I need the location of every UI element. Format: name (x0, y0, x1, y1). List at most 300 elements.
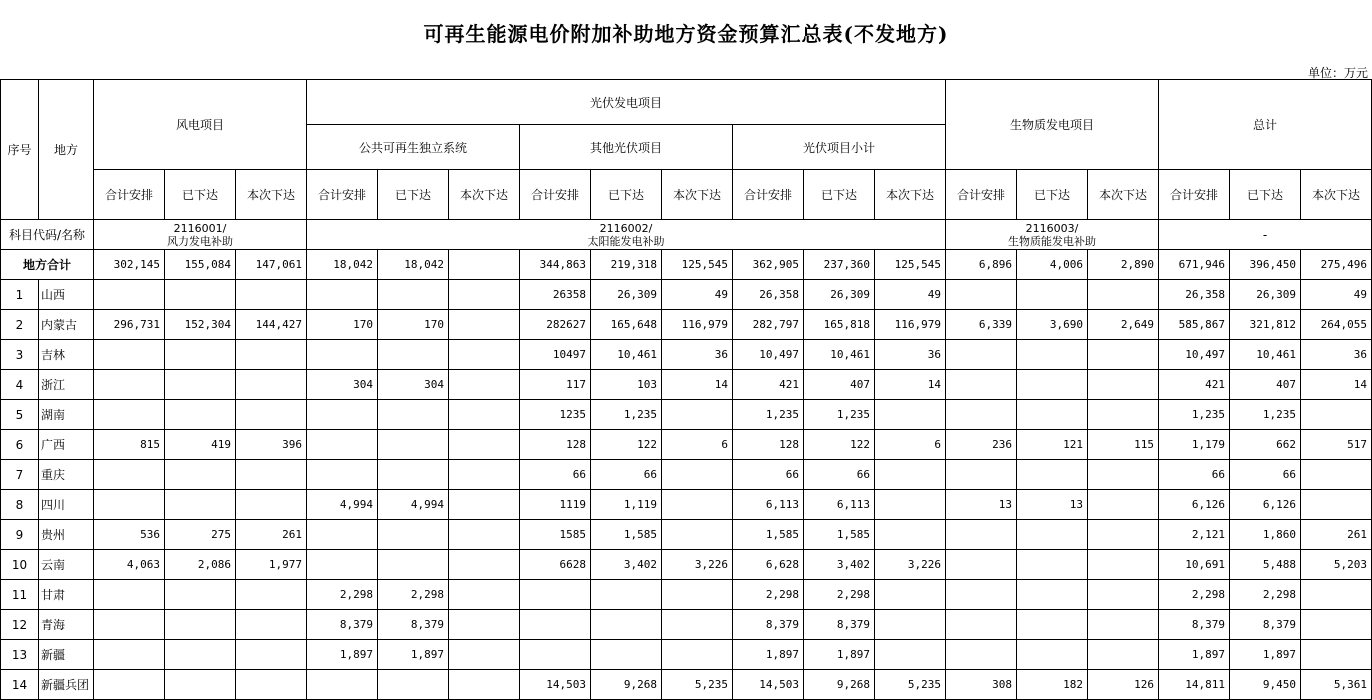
cell-value (378, 280, 449, 310)
row-seq: 12 (1, 610, 39, 640)
cell-value (94, 580, 165, 610)
cell-value (662, 610, 733, 640)
cell-value: 10497 (520, 340, 591, 370)
cell-value (1088, 280, 1159, 310)
cell-value (236, 400, 307, 430)
cell-value (662, 580, 733, 610)
cell-value: 36 (1301, 340, 1372, 370)
subheader-total: 合计安排 (1159, 170, 1230, 220)
cell-value: 165,818 (804, 310, 875, 340)
cell-value: 36 (662, 340, 733, 370)
cell-value (1301, 400, 1372, 430)
cell-value: 14,503 (520, 670, 591, 700)
cell-value (1017, 550, 1088, 580)
cell-value: 275,496 (1301, 250, 1372, 280)
cell-value: 2,649 (1088, 310, 1159, 340)
cell-value: 662 (1230, 430, 1301, 460)
cell-value: 5,235 (662, 670, 733, 700)
cell-value (165, 610, 236, 640)
cell-value (1088, 580, 1159, 610)
cell-value: 1,235 (804, 400, 875, 430)
cell-value (1088, 550, 1159, 580)
cell-value (236, 640, 307, 670)
cell-value (165, 460, 236, 490)
cell-value (307, 520, 378, 550)
cell-value: 26,309 (591, 280, 662, 310)
cell-value: 1,235 (1230, 400, 1301, 430)
cell-value: 5,488 (1230, 550, 1301, 580)
cell-value (449, 370, 520, 400)
cell-value (1088, 520, 1159, 550)
cell-value (1301, 610, 1372, 640)
cell-value (946, 640, 1017, 670)
cell-value (946, 400, 1017, 430)
cell-value (165, 490, 236, 520)
row-seq: 地方合计 (1, 250, 94, 280)
total-row (1, 250, 1372, 280)
cell-value (94, 370, 165, 400)
cell-value: 304 (378, 370, 449, 400)
cell-value: 3,226 (875, 550, 946, 580)
cell-value (449, 490, 520, 520)
cell-value (307, 430, 378, 460)
cell-value (1088, 490, 1159, 520)
cell-value (94, 460, 165, 490)
cell-value: 10,461 (804, 340, 875, 370)
cell-value (662, 460, 733, 490)
cell-value (1017, 610, 1088, 640)
cell-value (875, 400, 946, 430)
cell-value (1017, 640, 1088, 670)
cell-value (378, 340, 449, 370)
cell-value (946, 460, 1017, 490)
cell-value: 26358 (520, 280, 591, 310)
cell-value (875, 490, 946, 520)
cell-value: 10,461 (1230, 340, 1301, 370)
cell-value (449, 280, 520, 310)
cell-value: 296,731 (94, 310, 165, 340)
cell-value: 8,379 (804, 610, 875, 640)
cell-value (378, 460, 449, 490)
cell-value (1301, 490, 1372, 520)
cell-value (94, 610, 165, 640)
row-region: 新疆兵团 (39, 670, 94, 700)
cell-value: 3,402 (591, 550, 662, 580)
row-region: 吉林 (39, 340, 94, 370)
cell-value: 304 (307, 370, 378, 400)
subheader-total: 合计安排 (520, 170, 591, 220)
cell-value: 122 (804, 430, 875, 460)
cell-value: 4,994 (378, 490, 449, 520)
subject-total: - (1159, 220, 1372, 250)
cell-value (662, 640, 733, 670)
header-seq: 序号 (1, 80, 39, 220)
cell-value: 1,235 (733, 400, 804, 430)
cell-value: 1,897 (1230, 640, 1301, 670)
cell-value: 8,379 (378, 610, 449, 640)
cell-value: 2,298 (378, 580, 449, 610)
cell-value: 26,309 (804, 280, 875, 310)
cell-value: 2,298 (1230, 580, 1301, 610)
cell-value (236, 340, 307, 370)
subheader-this: 本次下达 (449, 170, 520, 220)
cell-value: 1,897 (733, 640, 804, 670)
budget-table (0, 79, 1372, 700)
row-region: 贵州 (39, 520, 94, 550)
subheader-this: 本次下达 (1301, 170, 1372, 220)
cell-value (946, 550, 1017, 580)
cell-value (378, 400, 449, 430)
table-row (1, 340, 1372, 370)
cell-value (662, 490, 733, 520)
cell-value (520, 610, 591, 640)
cell-value: 6,339 (946, 310, 1017, 340)
cell-value (165, 370, 236, 400)
row-region: 四川 (39, 490, 94, 520)
cell-value: 147,061 (236, 250, 307, 280)
cell-value: 344,863 (520, 250, 591, 280)
cell-value: 264,055 (1301, 310, 1372, 340)
cell-value: 396,450 (1230, 250, 1301, 280)
cell-value: 1,119 (591, 490, 662, 520)
cell-value: 237,360 (804, 250, 875, 280)
cell-value: 6,113 (733, 490, 804, 520)
cell-value: 170 (307, 310, 378, 340)
cell-value (449, 520, 520, 550)
subheader-total: 合计安排 (307, 170, 378, 220)
cell-value: 14,503 (733, 670, 804, 700)
cell-value (1088, 370, 1159, 400)
header-solar-other: 其他光伏项目 (520, 125, 733, 170)
cell-value (946, 580, 1017, 610)
cell-value (94, 670, 165, 700)
cell-value: 9,268 (804, 670, 875, 700)
cell-value (94, 640, 165, 670)
row-region: 山西 (39, 280, 94, 310)
cell-value: 419 (165, 430, 236, 460)
cell-value (1017, 400, 1088, 430)
cell-value (449, 340, 520, 370)
cell-value: 125,545 (662, 250, 733, 280)
row-seq: 8 (1, 490, 39, 520)
cell-value: 14 (1301, 370, 1372, 400)
cell-value (307, 340, 378, 370)
header-total: 总计 (1159, 80, 1372, 170)
table-row (1, 430, 1372, 460)
cell-value: 282627 (520, 310, 591, 340)
cell-value: 8,379 (1230, 610, 1301, 640)
subheader-total: 合计安排 (94, 170, 165, 220)
cell-value: 407 (1230, 370, 1301, 400)
cell-value: 421 (1159, 370, 1230, 400)
cell-value (1017, 460, 1088, 490)
cell-value (1088, 400, 1159, 430)
cell-value: 308 (946, 670, 1017, 700)
cell-value: 1,179 (1159, 430, 1230, 460)
cell-value (520, 640, 591, 670)
cell-value: 815 (94, 430, 165, 460)
cell-value: 116,979 (875, 310, 946, 340)
subject-wind-name: 风力发电补助 (167, 234, 233, 248)
cell-value (236, 460, 307, 490)
cell-value (236, 370, 307, 400)
cell-value (449, 670, 520, 700)
table-row (1, 580, 1372, 610)
cell-value (236, 670, 307, 700)
table-row (1, 310, 1372, 340)
cell-value (875, 520, 946, 550)
cell-value (378, 520, 449, 550)
cell-value: 126 (1088, 670, 1159, 700)
table-row (1, 490, 1372, 520)
table-row (1, 610, 1372, 640)
cell-value (946, 520, 1017, 550)
cell-value: 1,897 (804, 640, 875, 670)
cell-value (875, 580, 946, 610)
cell-value: 13 (1017, 490, 1088, 520)
cell-value: 152,304 (165, 310, 236, 340)
subject-solar-name: 太阳能发电补助 (587, 234, 665, 248)
cell-value (875, 640, 946, 670)
cell-value (449, 610, 520, 640)
cell-value (165, 280, 236, 310)
cell-value (378, 430, 449, 460)
cell-value (1301, 580, 1372, 610)
cell-value: 115 (1088, 430, 1159, 460)
cell-value (165, 400, 236, 430)
cell-value: 1,897 (307, 640, 378, 670)
subheader-issued: 已下达 (1017, 170, 1088, 220)
cell-value: 125,545 (875, 250, 946, 280)
cell-value: 6,896 (946, 250, 1017, 280)
cell-value (449, 460, 520, 490)
cell-value: 585,867 (1159, 310, 1230, 340)
cell-value: 2,298 (733, 580, 804, 610)
row-region: 浙江 (39, 370, 94, 400)
cell-value (662, 400, 733, 430)
cell-value: 3,402 (804, 550, 875, 580)
cell-value: 36 (875, 340, 946, 370)
cell-value (307, 280, 378, 310)
cell-value (236, 610, 307, 640)
cell-value: 1,235 (1159, 400, 1230, 430)
cell-value: 10,497 (1159, 340, 1230, 370)
cell-value: 282,797 (733, 310, 804, 340)
cell-value: 6628 (520, 550, 591, 580)
cell-value: 10,461 (591, 340, 662, 370)
table-row (1, 520, 1372, 550)
cell-value: 9,268 (591, 670, 662, 700)
row-region: 甘肃 (39, 580, 94, 610)
subject-bio-name: 生物质能发电补助 (1008, 234, 1096, 248)
cell-value (1017, 340, 1088, 370)
cell-value (1301, 460, 1372, 490)
cell-value: 14,811 (1159, 670, 1230, 700)
row-seq: 10 (1, 550, 39, 580)
cell-value: 517 (1301, 430, 1372, 460)
row-region: 新疆 (39, 640, 94, 670)
cell-value: 182 (1017, 670, 1088, 700)
cell-value: 8,379 (733, 610, 804, 640)
cell-value: 275 (165, 520, 236, 550)
cell-value: 219,318 (591, 250, 662, 280)
cell-value: 170 (378, 310, 449, 340)
cell-value: 2,298 (1159, 580, 1230, 610)
cell-value: 1,897 (1159, 640, 1230, 670)
unit-label: 单位：万元 (1307, 66, 1368, 80)
table-row (1, 460, 1372, 490)
cell-value: 10,691 (1159, 550, 1230, 580)
cell-value: 6,628 (733, 550, 804, 580)
cell-value: 66 (1159, 460, 1230, 490)
cell-value (307, 460, 378, 490)
table-row (1, 370, 1372, 400)
row-seq: 2 (1, 310, 39, 340)
cell-value (307, 550, 378, 580)
subject-solar (307, 220, 946, 250)
cell-value: 321,812 (1230, 310, 1301, 340)
cell-value: 1119 (520, 490, 591, 520)
cell-value (1017, 580, 1088, 610)
subject-wind (94, 220, 307, 250)
cell-value: 5,361 (1301, 670, 1372, 700)
subheader-this: 本次下达 (1088, 170, 1159, 220)
cell-value: 362,905 (733, 250, 804, 280)
cell-value (449, 550, 520, 580)
subheader-issued: 已下达 (1230, 170, 1301, 220)
cell-value (449, 640, 520, 670)
cell-value: 8,379 (307, 610, 378, 640)
cell-value (307, 400, 378, 430)
cell-value (946, 280, 1017, 310)
cell-value (236, 280, 307, 310)
cell-value: 9,450 (1230, 670, 1301, 700)
cell-value (94, 340, 165, 370)
cell-value (449, 430, 520, 460)
cell-value: 66 (520, 460, 591, 490)
cell-value: 3,690 (1017, 310, 1088, 340)
cell-value: 2,086 (165, 550, 236, 580)
cell-value: 2,890 (1088, 250, 1159, 280)
cell-value: 1,585 (733, 520, 804, 550)
cell-value: 2,298 (307, 580, 378, 610)
cell-value: 2,298 (804, 580, 875, 610)
cell-value: 1,585 (591, 520, 662, 550)
subject-wind-code: 2116001/ (173, 221, 227, 235)
cell-value: 128 (520, 430, 591, 460)
cell-value: 165,648 (591, 310, 662, 340)
cell-value: 13 (946, 490, 1017, 520)
cell-value: 3,226 (662, 550, 733, 580)
row-region: 内蒙古 (39, 310, 94, 340)
table-row (1, 670, 1372, 700)
header-wind: 风电项目 (94, 80, 307, 170)
subject-label: 科目代码/名称 (1, 220, 94, 250)
cell-value (94, 490, 165, 520)
cell-value: 6,113 (804, 490, 875, 520)
cell-value (449, 250, 520, 280)
row-region: 重庆 (39, 460, 94, 490)
cell-value: 14 (875, 370, 946, 400)
cell-value: 6,126 (1159, 490, 1230, 520)
cell-value: 66 (1230, 460, 1301, 490)
row-seq: 7 (1, 460, 39, 490)
cell-value: 116,979 (662, 310, 733, 340)
subheader-issued: 已下达 (378, 170, 449, 220)
table-row (1, 640, 1372, 670)
cell-value (165, 580, 236, 610)
cell-value (378, 550, 449, 580)
table-row (1, 400, 1372, 430)
cell-value: 536 (94, 520, 165, 550)
row-seq: 4 (1, 370, 39, 400)
subject-bio (946, 220, 1159, 250)
row-seq: 13 (1, 640, 39, 670)
cell-value: 396 (236, 430, 307, 460)
cell-value (1088, 340, 1159, 370)
cell-value: 4,994 (307, 490, 378, 520)
subheader-issued: 已下达 (591, 170, 662, 220)
subheader-this: 本次下达 (662, 170, 733, 220)
cell-value (449, 400, 520, 430)
cell-value: 155,084 (165, 250, 236, 280)
cell-value (449, 310, 520, 340)
cell-value: 121 (1017, 430, 1088, 460)
cell-value: 5,235 (875, 670, 946, 700)
cell-value: 26,358 (1159, 280, 1230, 310)
cell-value: 49 (662, 280, 733, 310)
cell-value (165, 340, 236, 370)
cell-value: 4,006 (1017, 250, 1088, 280)
row-region: 青海 (39, 610, 94, 640)
cell-value (946, 370, 1017, 400)
table-row (1, 550, 1372, 580)
cell-value (662, 520, 733, 550)
cell-value: 5,203 (1301, 550, 1372, 580)
row-seq: 6 (1, 430, 39, 460)
row-seq: 11 (1, 580, 39, 610)
cell-value: 128 (733, 430, 804, 460)
header-solar-public: 公共可再生独立系统 (307, 125, 520, 170)
cell-value: 261 (1301, 520, 1372, 550)
cell-value (449, 580, 520, 610)
cell-value: 6 (662, 430, 733, 460)
row-seq: 9 (1, 520, 39, 550)
header-solar: 光伏发电项目 (307, 80, 946, 125)
cell-value: 26,309 (1230, 280, 1301, 310)
cell-value: 8,379 (1159, 610, 1230, 640)
cell-value (591, 610, 662, 640)
cell-value (875, 610, 946, 640)
cell-value: 49 (1301, 280, 1372, 310)
cell-value: 2,121 (1159, 520, 1230, 550)
cell-value: 407 (804, 370, 875, 400)
cell-value: 671,946 (1159, 250, 1230, 280)
table-row (1, 280, 1372, 310)
cell-value (378, 670, 449, 700)
subheader-this: 本次下达 (875, 170, 946, 220)
cell-value: 6,126 (1230, 490, 1301, 520)
cell-value (236, 490, 307, 520)
cell-value: 1585 (520, 520, 591, 550)
cell-value: 18,042 (378, 250, 449, 280)
cell-value: 1,585 (804, 520, 875, 550)
cell-value (307, 670, 378, 700)
subheader-this: 本次下达 (236, 170, 307, 220)
subheader-issued: 已下达 (165, 170, 236, 220)
page-title: 可再生能源电价附加补助地方资金预算汇总表(不发地方) (423, 21, 949, 46)
cell-value (165, 640, 236, 670)
